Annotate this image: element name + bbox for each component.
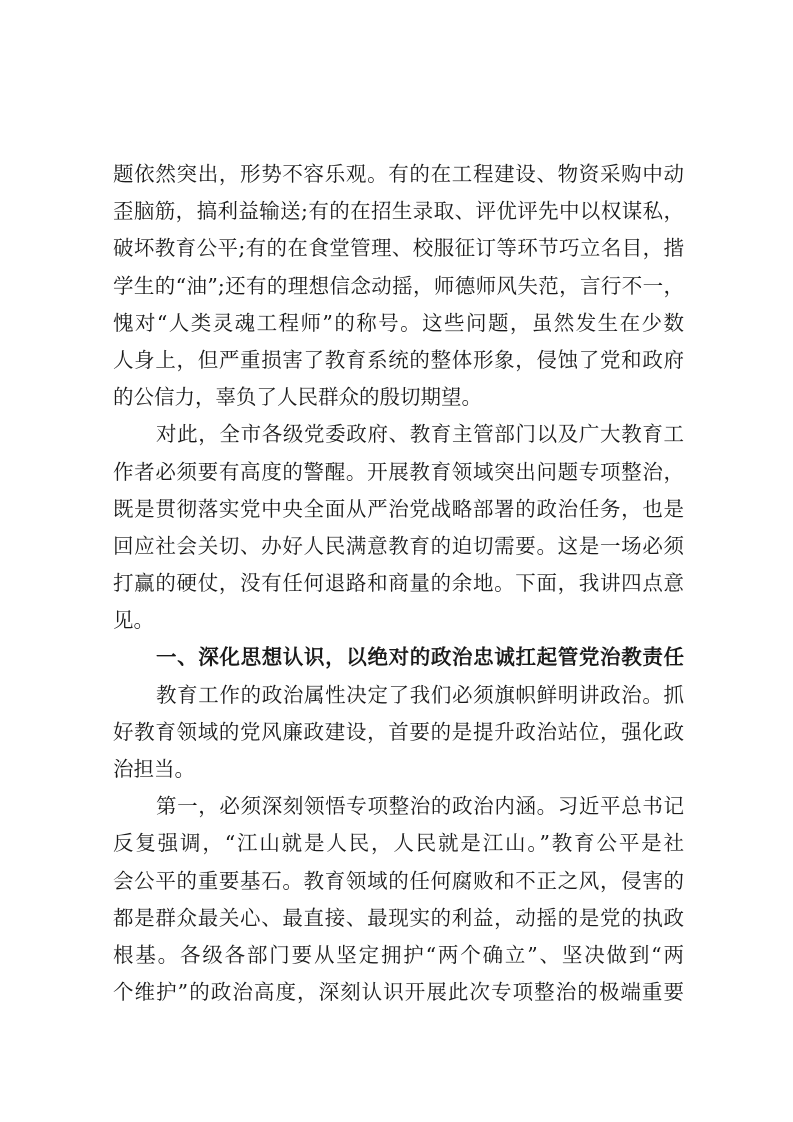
text-line: 反复强调，“江山就是人民，人民就是江山。”教育公平是社	[113, 831, 684, 856]
text-line: 治担当。	[113, 757, 195, 781]
text-line: 愧对“人类灵魂工程师”的称号。这些问题，虽然发生在少数	[113, 310, 684, 335]
section-heading: 一、深化思想认识，以绝对的政治忠诚扛起管党治教责任	[156, 645, 684, 670]
text-line: 回应社会关切、办好人民满意教育的迫切需要。这是一场必须	[113, 533, 684, 558]
text-line: 教育工作的政治属性决定了我们必须旗帜鲜明讲政治。抓	[156, 682, 684, 707]
text-line: 打赢的硬仗，没有任何退路和商量的余地。下面，我讲四点意	[113, 571, 684, 596]
text-line: 的公信力，辜负了人民群众的殷切期望。	[113, 385, 482, 410]
text-line: 作者必须要有高度的警醒。开展教育领域突出问题专项整治，	[113, 459, 684, 484]
text-line: 见。	[113, 608, 154, 633]
text-line: 都是群众最关心、最直接、最现实的利益，动摇的是党的执政	[113, 905, 684, 930]
text-line: 对此，全市各级党委政府、教育主管部门以及广大教育工	[156, 422, 684, 447]
text-line: 题依然突出，形势不容乐观。有的在工程建设、物资采购中动	[113, 162, 684, 186]
text-line: 既是贯彻落实党中央全面从严治党战略部署的政治任务，也是	[113, 496, 684, 521]
text-line: 人身上，但严重损害了教育系统的整体形象，侵蚀了党和政府	[113, 347, 684, 372]
text-line: 个维护”的政治高度，深刻认识开展此次专项整治的极端重要	[113, 980, 684, 1005]
text-line: 破坏教育公平;有的在食堂管理、校服征订等环节巧立名目，揩	[113, 236, 684, 261]
text-line: 根基。各级各部门要从坚定拥护“两个确立”、坚决做到“两	[113, 942, 684, 967]
text-line: 第一，必须深刻领悟专项整治的政治内涵。习近平总书记	[156, 794, 684, 819]
text-line: 歪脑筋，搞利益输送;有的在招生录取、评优评先中以权谋私，	[113, 199, 684, 224]
text-line: 好教育领域的党风廉政建设，首要的是提升政治站位，强化政	[113, 719, 684, 744]
text-line: 学生的“油”;还有的理想信念动摇，师德师风失范，言行不一，	[113, 273, 684, 298]
document-page	[113, 156, 684, 1011]
text-line: 会公平的重要基石。教育领域的任何腐败和不正之风，侵害的	[113, 868, 684, 893]
